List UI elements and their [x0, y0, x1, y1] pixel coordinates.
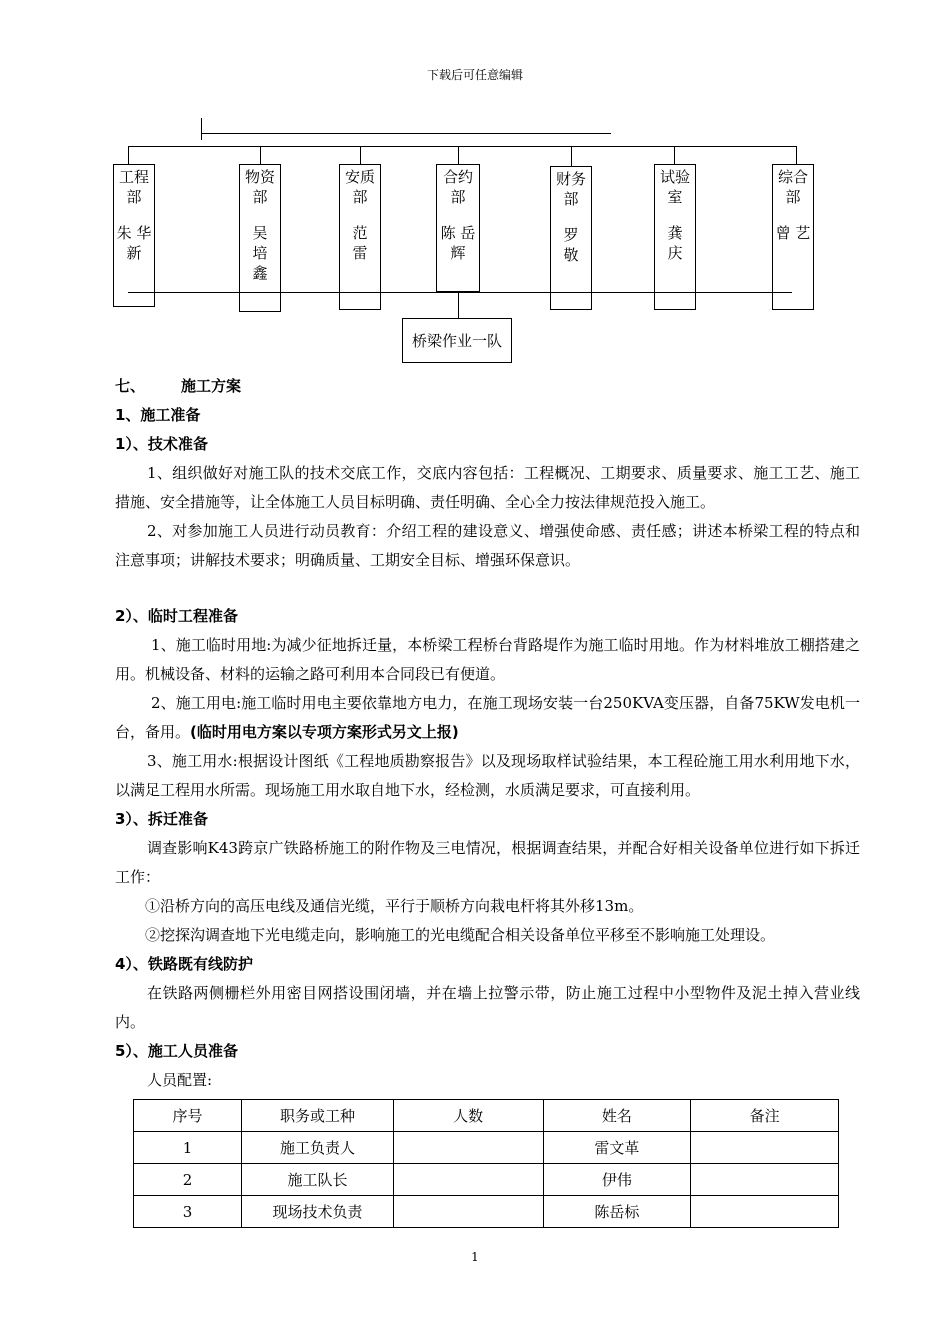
table-header-cell: 备注 [691, 1100, 839, 1132]
dept-person: 陈 岳 辉 [440, 224, 476, 262]
dept-person: 吴 培 鑫 [252, 224, 268, 282]
table-cell: 1 [134, 1132, 242, 1164]
table-header-cell: 人数 [393, 1100, 543, 1132]
dept-box-finance [550, 166, 592, 310]
chart-top-vertical-line [201, 118, 202, 140]
subsection-heading: 1）、技术准备 [115, 435, 208, 453]
chart-branch-line [128, 146, 796, 147]
dept-box-safety-quality [339, 164, 381, 310]
section-heading: 1、施工准备 [115, 406, 201, 424]
branch-drop [360, 146, 361, 164]
dept-name: 财务 部 [555, 170, 586, 208]
subsection-heading: 3）、拆迁准备 [115, 810, 208, 828]
table-row [134, 1164, 839, 1196]
dept-person: 曾 艺 [775, 224, 811, 242]
paragraph: 2、施工用电:施工临时用电主要依靠地方电力，在施工现场安装一台250KVA变压器，自备75KW发电机一台，备用。(临时用电方案以专项方案形式另文上报) [115, 694, 860, 741]
table-row [134, 1196, 839, 1228]
branch-drop [260, 146, 261, 164]
section-heading: 七、 施工方案 [115, 377, 242, 395]
dept-box-general [772, 164, 814, 310]
team-box: 桥梁作业一队 [402, 318, 512, 363]
paragraph: 在铁路两侧栅栏外用密目网搭设围闭墙，并在墙上拉警示带，防止施工过程中小型物件及泥土掉入营业线内。 [115, 984, 860, 1031]
staff-table [133, 1099, 839, 1228]
paragraph: 2、对参加施工人员进行动员教育：介绍工程的建设意义、增强使命感、责任感；讲述本桥梁工程的特点和注意事项；讲解技术要求；明确质量、工期安全目标、增强环保意识。 [115, 522, 860, 569]
header-note: 下载后可任意编辑 [426, 68, 523, 82]
table-header-cell: 职务或工种 [242, 1100, 394, 1132]
dept-name: 合约 部 [442, 168, 473, 206]
table-cell: 施工负责人 [242, 1132, 394, 1164]
list-item: ②挖探沟调查地下光电缆走向，影响施工的光电缆配合相关设备单位平移至不影响施工处理设。 [145, 926, 776, 944]
table-header-row [134, 1100, 839, 1132]
table-header-cell: 序号 [134, 1100, 242, 1132]
table-header-cell: 姓名 [543, 1100, 691, 1132]
table-cell: 雷文革 [543, 1132, 691, 1164]
table-cell [691, 1132, 839, 1164]
dept-person: 范 雷 [352, 224, 368, 262]
dept-person: 朱 华 新 [116, 224, 152, 262]
document-body [115, 372, 860, 1228]
dept-box-engineering [113, 164, 155, 307]
dept-name: 工程 部 [118, 168, 149, 206]
dept-name: 试验 室 [659, 168, 690, 206]
table-cell: 伊伟 [543, 1164, 691, 1196]
dept-name: 物资 部 [244, 168, 275, 206]
dept-name: 综合 部 [777, 168, 808, 206]
subsection-heading: 5）、施工人员准备 [115, 1042, 238, 1060]
table-cell [393, 1164, 543, 1196]
branch-drop [571, 146, 572, 166]
branch-drop [458, 146, 459, 164]
bold-note: (临时用电方案以专项方案形式另文上报) [190, 723, 459, 741]
table-cell: 3 [134, 1196, 242, 1228]
table-row [134, 1132, 839, 1164]
table-cell [393, 1132, 543, 1164]
paragraph: 调查影响K43跨京广铁路桥施工的附作物及三电情况，根据调查结果，并配合好相关设备单位进行如下拆迁工作： [115, 839, 860, 886]
list-item: ①沿桥方向的高压电线及通信光缆，平行于顺桥方向栽电杆将其外移13m。 [145, 897, 644, 915]
dept-person: 罗 敬 [563, 226, 579, 264]
paragraph: 1、施工临时用地:为减少征地拆迁量，本桥梁工程桥台背路堤作为施工临时用地。作为材料堆放工棚搭建之用。机械设备、材料的运输之路可利用本合同段已有便道。 [115, 636, 860, 683]
table-cell: 现场技术负责 [242, 1196, 394, 1228]
chart-top-short-line [201, 133, 611, 134]
table-cell [393, 1196, 543, 1228]
chart-team-connector [458, 292, 459, 318]
table-caption: 人员配置: [147, 1071, 213, 1089]
branch-drop [796, 146, 797, 164]
dept-box-lab [654, 164, 696, 310]
table-cell: 施工队长 [242, 1164, 394, 1196]
subsection-heading: 2）、临时工程准备 [115, 607, 238, 625]
table-cell [691, 1196, 839, 1228]
branch-drop [674, 146, 675, 164]
table-cell: 陈岳标 [543, 1196, 691, 1228]
paragraph: 3、施工用水:根据设计图纸《工程地质勘察报告》以及现场取样试验结果，本工程砼施工用水利用地下水，以满足工程用水所需。现场施工用水取自地下水，经检测，水质满足要求，可直接利用。 [115, 752, 860, 799]
dept-person: 龚 庆 [667, 224, 683, 262]
branch-drop [128, 146, 129, 164]
dept-name: 安质 部 [344, 168, 375, 206]
table-cell [691, 1164, 839, 1196]
subsection-heading: 4）、铁路既有线防护 [115, 955, 253, 973]
dept-box-materials [239, 164, 281, 312]
page-number: 1 [471, 1250, 479, 1264]
paragraph: 1、组织做好对施工队的技术交底工作，交底内容包括：工程概况、工期要求、质量要求、施工工艺、施工措施、安全措施等，让全体施工人员目标明确、责任明确、全心全力按法律规范投入施工。 [115, 464, 860, 511]
chart-bottom-line [128, 292, 792, 293]
table-cell: 2 [134, 1164, 242, 1196]
dept-box-contract [436, 164, 480, 292]
